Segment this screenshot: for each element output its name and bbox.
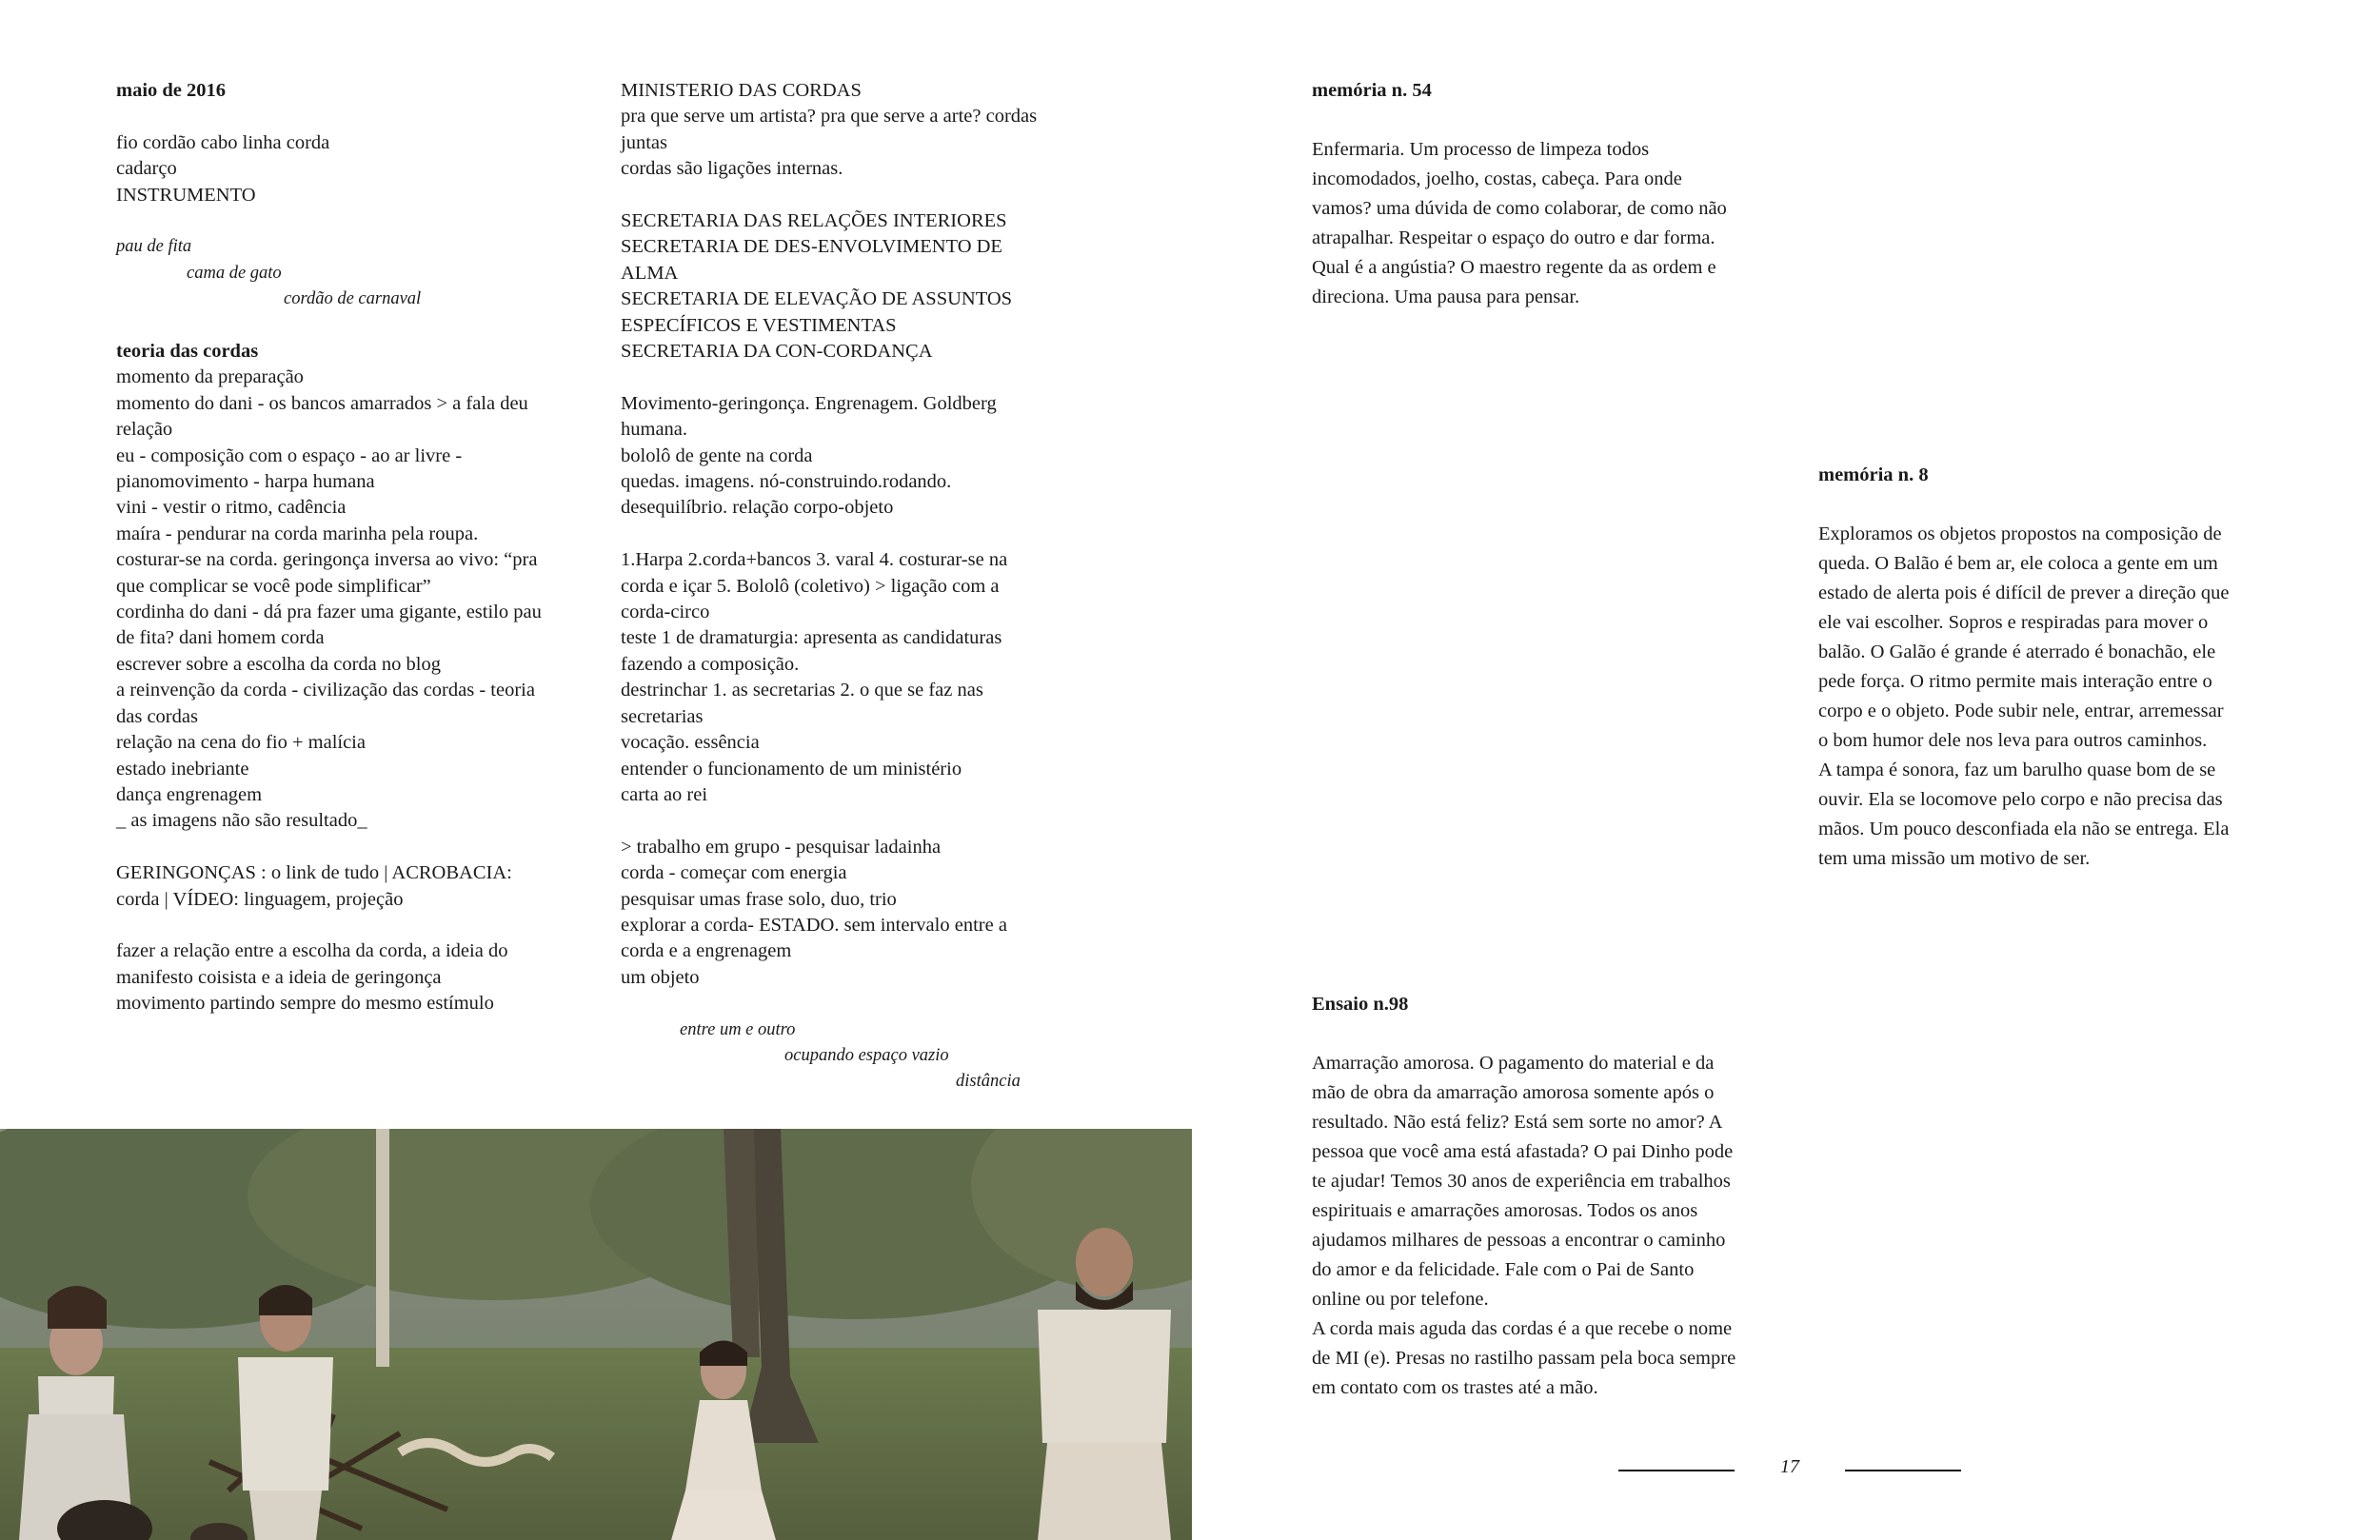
memoria-8-heading: memória n. 8 [1818,464,1929,485]
footer-rule-right [1845,1470,1961,1471]
text-line: corda - começar com energia [621,862,847,884]
text-line: ajudamos milhares de pessoas a encontrar o caminho [1312,1230,1726,1251]
text-line: pede força. O ritmo permite mais interação entre o [1818,671,2212,692]
text-line: ALMA [621,262,679,284]
text-line: entender o funcionamento de um ministério [621,758,962,780]
text-line: corda-circo [621,602,710,623]
text-line: vini - vestir o ritmo, cadência [116,497,347,519]
theory-notes [116,365,592,834]
text-line: > trabalho em grupo - pesquisar ladainha [621,836,942,858]
text-line: SECRETARIA DAS RELAÇÕES INTERIORES [621,210,1007,232]
text-line: um objeto [621,966,700,988]
text-line: queda. O Balão é bem ar, ele coloca a gente em um [1818,553,2218,574]
text-line: A corda mais aguda das cordas é a que recebe o nome [1312,1318,1733,1339]
text-line: Qual é a angústia? O maestro regente da as ordem e [1312,257,1716,278]
text-line: resultado. Não está feliz? Está sem sorte no amor? A [1312,1112,1723,1133]
italic-line: entre um e outro [680,1019,796,1039]
text-line: corpo e o objeto. Pode subir nele, entrar, arremessar [1818,701,2224,721]
section-subheading: teoria das cordas [116,341,259,363]
memoria-54-heading: memória n. 54 [1312,80,1432,101]
text-line: relação na cena do fio + malícia [116,732,366,754]
text-line: cordas são ligações internas. [621,158,843,180]
italic-line: distância [956,1072,1021,1092]
text-line: relação [116,419,173,441]
text-line: fazendo a composição. [621,653,800,675]
text-line: corda e içar 5. Bololô (coletivo) > ligação com a [621,575,1000,597]
italic-cascade [621,1017,1097,1096]
text-line: Enfermaria. Um processo de limpeza todos [1312,139,1650,160]
performers-outdoor-photo [0,1129,1192,1540]
text-line: cadarço [116,158,177,180]
text-line: 1.Harpa 2.corda+bancos 3. varal 4. costurar-se na [621,549,1008,571]
date-heading: maio de 2016 [116,80,227,101]
text-line: estado de alerta pois é difícil de prever a direção que [1818,582,2230,603]
notes-column-middle [621,78,1097,1096]
text-line: vocação. essência [621,732,760,754]
text-line: de MI (e). Presas no rastilho passam pela boca sempre [1312,1348,1736,1369]
text-line: Movimento-geringonça. Engrenagem. Goldberg [621,392,997,414]
text-line: bololô de gente na corda [621,444,813,466]
text-line: tem uma missão um motivo de ser. [1818,848,2091,869]
text-line: _ as imagens não são resultado_ [116,810,367,832]
ministry-notes [621,78,1097,183]
text-line: mãos. Um pouco desconfiada ela não se entrega. Ela [1818,819,2230,839]
italic-line: pau de fita [116,237,192,257]
memoria-54-block [1312,76,1769,312]
text-line: que complicar se você pode simplificar” [116,575,431,597]
text-line: de fita? dani homem corda [116,627,325,649]
text-line: ele vai escolher. Sopros e respiradas para mover o [1818,612,2209,633]
numbered-notes [621,547,1097,808]
text-line: eu - composição com o espaço - ao ar livre - [116,444,463,466]
text-line: corda e a engrenagem [621,940,792,962]
text-line: balão. O Galão é grande é aterrado é bonachão, ele [1818,642,2216,662]
text-line: pessoa que você ama está afastada? O pai Dinho pode [1312,1141,1734,1162]
text-line: momento do dani - os bancos amarrados > a fala deu [116,392,528,414]
text-line: movimento partindo sempre do mesmo estímulo [116,993,494,1015]
text-line: MINISTERIO DAS CORDAS [621,80,862,101]
relation-notes [116,938,592,1017]
text-line: manifesto coisista e a ideia de geringonça [116,966,442,988]
text-line: quedas. imagens. nó-construindo.rodando. [621,471,952,493]
text-line: fio cordão cabo linha corda [116,131,330,153]
notes-column-left [116,78,592,1017]
italic-cascade [116,234,592,312]
text-line: pra que serve um artista? pra que serve a arte? cordas [621,106,1038,128]
text-line: ouvir. Ela se locomove pelo corpo e não precisa das [1818,789,2223,810]
text-line: espirituais e amarrações amorosas. Todos os anos [1312,1200,1698,1221]
text-line: o bom humor dele nos leva para outros caminhos. [1818,730,2208,751]
italic-line: ocupando espaço vazio [784,1045,949,1065]
text-line: online ou por telefone. [1312,1289,1489,1310]
footer-rule-left [1618,1470,1735,1471]
text-line: ESPECÍFICOS E VESTIMENTAS [621,314,897,336]
text-line: a reinvenção da corda - civilização das cordas - teoria [116,680,535,701]
text-line: momento da preparação [116,366,304,388]
page-number-footer [1618,1456,1961,1485]
group-work-notes [621,835,1097,991]
text-line: pesquisar umas frase solo, duo, trio [621,888,897,910]
text-line: maíra - pendurar na corda marinha pela roupa. [116,523,479,544]
text-line: em contato com os trastes até a mão. [1312,1377,1598,1398]
italic-line: cordão de carnaval [284,289,422,309]
text-line: do amor e da felicidade. Fale com o Pai de Santo [1312,1259,1695,1280]
movement-notes [621,391,1097,522]
text-line: escrever sobre a escolha da corda no blog [116,653,441,675]
text-line: mão de obra da amarração amorosa somente após o [1312,1082,1715,1103]
text-line: te ajudar! Temos 30 anos de experiência em trabalhos [1312,1171,1731,1192]
text-line: Exploramos os objetos propostos na composição de [1818,523,2222,544]
text-line: explorar a corda- ESTADO. sem intervalo entre a [621,914,1007,936]
memoria-8-block [1818,461,2294,874]
ensaio-98-block [1312,990,1788,1403]
text-line: incomodados, joelho, costas, cabeça. Para onde [1312,168,1682,189]
text-line: Amarração amorosa. O pagamento do material e da [1312,1053,1715,1074]
text-line: estado inebriante [116,758,249,780]
ensaio-98-heading: Ensaio n.98 [1312,994,1409,1015]
text-line: das cordas [116,705,198,727]
text-line: dança engrenagem [116,783,263,805]
text-line: vamos? uma dúvida de como colaborar, de como não [1312,198,1727,219]
text-line: corda | VÍDEO: linguagem, projeção [116,888,404,910]
text-line: humana. [621,419,688,441]
word-list [116,130,592,208]
text-line: cordinha do dani - dá pra fazer uma gigante, estilo pau [116,602,542,623]
text-line: costurar-se na corda. geringonça inversa ao vivo: “pra [116,549,538,571]
text-line: teste 1 de dramaturgia: apresenta as candidaturas [621,627,1002,649]
text-line: pianomovimento - harpa humana [116,471,375,493]
text-line: secretarias [621,705,704,727]
text-line: carta ao rei [621,783,708,805]
text-line: A tampa é sonora, faz um barulho quase bom de se [1818,760,2216,780]
text-line: SECRETARIA DE DES-ENVOLVIMENTO DE [621,236,1002,258]
text-line: SECRETARIA DE ELEVAÇÃO DE ASSUNTOS [621,288,1013,310]
text-line: GERINGONÇAS : o link de tudo | ACROBACIA: [116,862,512,884]
text-line: INSTRUMENTO [116,184,256,206]
text-line: direciona. Uma pausa para pensar. [1312,286,1580,307]
page-number: 17 [1780,1456,1799,1477]
text-line: destrinchar 1. as secretarias 2. o que se faz nas [621,680,983,701]
italic-line: cama de gato [187,263,282,283]
text-line: fazer a relação entre a escolha da corda, a ideia do [116,940,508,962]
text-line: desequilíbrio. relação corpo-objeto [621,497,894,519]
secretaries-list [621,208,1097,365]
text-line: atrapalhar. Respeitar o espaço do outro e dar forma. [1312,227,1716,248]
text-line: juntas [621,131,667,153]
geringoncas-notes [116,860,592,913]
text-line: SECRETARIA DA CON-CORDANÇA [621,341,933,363]
